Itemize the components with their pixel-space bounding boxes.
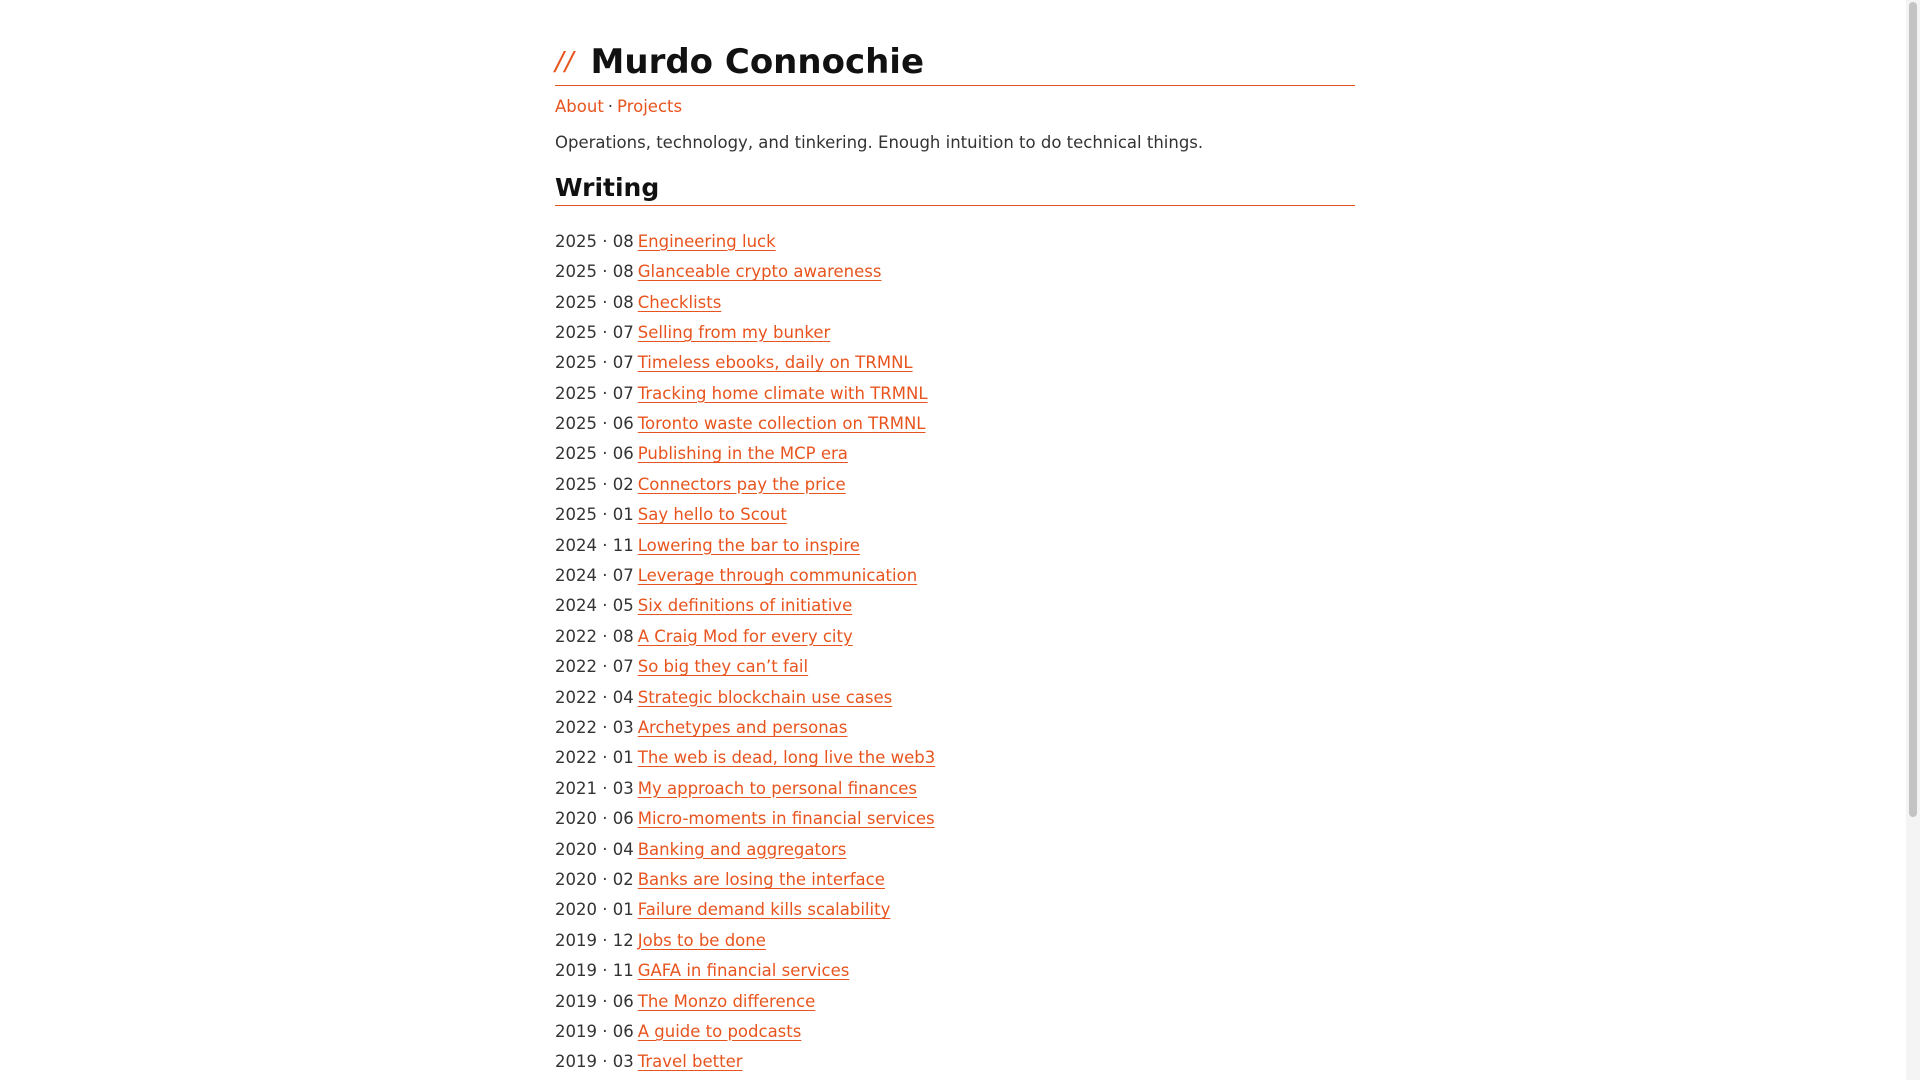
- post-link[interactable]: Archetypes and personas: [637, 718, 848, 737]
- post-item: [555, 561, 1355, 591]
- post-link[interactable]: My approach to personal finances: [637, 778, 917, 798]
- post-item: [555, 470, 1355, 500]
- post-item: [555, 439, 1355, 469]
- post-item: [555, 683, 1355, 713]
- post-link[interactable]: So big they can’t fail: [637, 657, 809, 677]
- post-date: 2025 · 08: [555, 231, 634, 251]
- post-date: 2020 · 06: [555, 809, 634, 829]
- site-header: [555, 40, 1355, 86]
- post-link[interactable]: Tracking home climate with TRMNL: [637, 383, 928, 403]
- post-link[interactable]: The Monzo difference: [637, 991, 816, 1011]
- nav-link-about[interactable]: About: [555, 97, 604, 116]
- post-item: [555, 713, 1355, 743]
- post-date: 2024 · 11: [555, 535, 634, 555]
- post-item: [555, 348, 1355, 378]
- post-item: [555, 379, 1355, 409]
- post-link[interactable]: Publishing in the MCP era: [637, 444, 848, 464]
- post-link[interactable]: Leverage through communication: [637, 566, 918, 586]
- post-item: [555, 591, 1355, 621]
- post-link[interactable]: Six definitions of initiative: [637, 596, 853, 616]
- main-nav: [555, 97, 1355, 116]
- post-date: 2025 · 06: [555, 414, 634, 434]
- post-date: 2020 · 01: [555, 900, 634, 920]
- post-item: [555, 288, 1355, 318]
- post-date: 2022 · 01: [555, 748, 634, 768]
- post-date: 2020 · 02: [555, 869, 634, 889]
- post-item: [555, 743, 1355, 773]
- post-item: [555, 652, 1355, 682]
- post-link[interactable]: Banking and aggregators: [637, 839, 847, 859]
- post-date: 2022 · 04: [555, 687, 634, 707]
- post-date: 2019 · 06: [555, 1021, 634, 1041]
- post-date: 2025 · 08: [555, 262, 634, 282]
- post-date: 2022 · 08: [555, 626, 634, 646]
- post-date: 2019 · 11: [555, 961, 634, 981]
- post-link[interactable]: The web is dead, long live the web3: [637, 748, 936, 768]
- post-item: [555, 926, 1355, 956]
- post-date: 2019 · 12: [555, 930, 634, 950]
- post-link[interactable]: Say hello to Scout: [637, 505, 787, 525]
- post-date: 2019 · 03: [555, 1052, 634, 1072]
- post-item: [555, 895, 1355, 925]
- vertical-scrollbar[interactable]: [1906, 0, 1920, 1080]
- post-link[interactable]: A Craig Mod for every city: [637, 626, 853, 646]
- post-item: [555, 409, 1355, 439]
- post-link[interactable]: Glanceable crypto awareness: [637, 262, 882, 282]
- post-link[interactable]: Engineering luck: [637, 231, 776, 251]
- post-date: 2022 · 07: [555, 657, 634, 677]
- post-link[interactable]: Timeless ebooks, daily on TRMNL: [637, 353, 913, 373]
- post-date: 2022 · 03: [555, 718, 634, 737]
- post-link[interactable]: Checklists: [637, 292, 722, 312]
- slashes-mark: //: [555, 47, 575, 77]
- post-item: [555, 622, 1355, 652]
- post-date: 2020 · 04: [555, 839, 634, 859]
- site-title[interactable]: Murdo Connochie: [590, 42, 925, 82]
- writing-heading: Writing: [555, 173, 1355, 206]
- post-item: [555, 531, 1355, 561]
- post-date: 2024 · 05: [555, 596, 634, 616]
- nav-separator: ·: [607, 97, 614, 116]
- post-item: [555, 956, 1355, 986]
- post-item: [555, 865, 1355, 895]
- post-item: [555, 1047, 1355, 1077]
- post-link[interactable]: Connectors pay the price: [637, 474, 846, 494]
- post-date: 2021 · 03: [555, 778, 634, 798]
- post-link[interactable]: Micro-moments in financial services: [637, 809, 935, 829]
- post-date: 2025 · 01: [555, 505, 634, 525]
- post-item: [555, 835, 1355, 865]
- post-link[interactable]: Jobs to be done: [637, 930, 766, 950]
- post-link[interactable]: Banks are losing the interface: [637, 869, 885, 889]
- post-date: 2025 · 06: [555, 444, 634, 464]
- post-item: [555, 774, 1355, 804]
- post-date: 2025 · 07: [555, 353, 634, 373]
- post-item: [555, 257, 1355, 287]
- post-date: 2025 · 07: [555, 383, 634, 403]
- post-link[interactable]: Lowering the bar to inspire: [637, 535, 860, 555]
- post-link[interactable]: A guide to podcasts: [637, 1021, 802, 1041]
- post-link[interactable]: Failure demand kills scalability: [637, 900, 891, 920]
- post-list: [555, 227, 1355, 1078]
- post-date: 2025 · 07: [555, 322, 634, 342]
- post-link[interactable]: Strategic blockchain use cases: [637, 687, 893, 707]
- post-item: [555, 227, 1355, 257]
- post-link[interactable]: Selling from my bunker: [637, 322, 831, 342]
- post-item: [555, 804, 1355, 834]
- tagline: Operations, technology, and tinkering. Enough intuition to do technical things.: [555, 133, 1204, 152]
- post-link[interactable]: Travel better: [637, 1052, 743, 1072]
- post-link[interactable]: Toronto waste collection on TRMNL: [637, 414, 926, 434]
- nav-link-projects[interactable]: Projects: [617, 97, 683, 116]
- page-content: [555, 40, 1355, 1078]
- post-date: 2019 · 06: [555, 991, 634, 1011]
- post-item: [555, 1017, 1355, 1047]
- post-item: [555, 987, 1355, 1017]
- post-date: 2024 · 07: [555, 566, 634, 586]
- post-date: 2025 · 02: [555, 474, 634, 494]
- scrollbar-thumb[interactable]: [1909, 2, 1917, 817]
- post-link[interactable]: GAFA in financial services: [637, 961, 850, 981]
- post-item: [555, 500, 1355, 530]
- post-date: 2025 · 08: [555, 292, 634, 312]
- post-item: [555, 318, 1355, 348]
